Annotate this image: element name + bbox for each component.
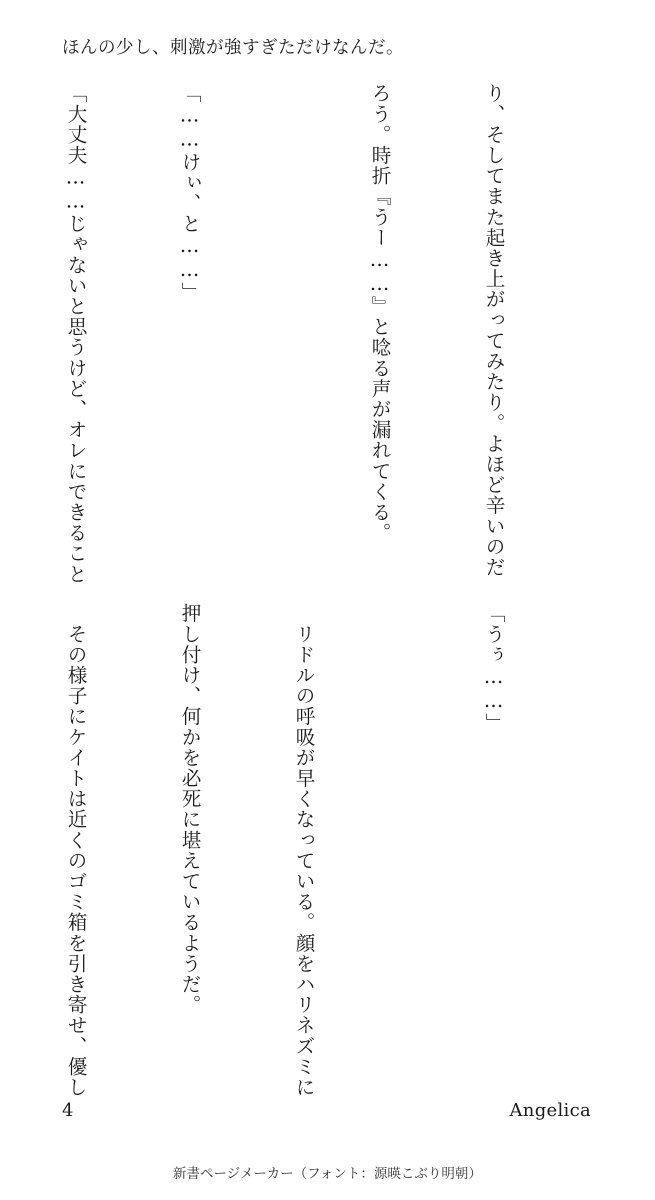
text-column: り、そしてまた起き上がってみたり。よほど辛いのだ (482, 83, 505, 578)
text-column: ろう。時折『うー……』と唸る声が漏れてくる。 (368, 83, 391, 543)
font-credit: 新書ページメーカー（フォント：源暎こぶり明朝） (173, 1166, 482, 1182)
book-title: Angelica (509, 1100, 591, 1121)
text-column: 「……けぃ、と……」 (178, 83, 201, 303)
text-column: 「大丈夫……じゃないと思うけど、オレにできること (64, 83, 87, 585)
top-text-block (58, 83, 588, 585)
text-column: 「うぅ……」 (482, 603, 505, 734)
page-number: 4 (62, 1100, 74, 1121)
page-heading-line: ほんの少し、刺激が強すぎただけなんだ。 (62, 38, 404, 58)
text-column: リドルの呼吸が早くなっている。顔をハリネズミに (292, 603, 315, 1098)
text-column: 押し付け、何かを必死に堪えているようだ。 (178, 603, 201, 1015)
bottom-text-block (58, 603, 588, 1098)
text-column: その様子にケイトは近くのゴミ箱を引き寄せ、優し (64, 603, 87, 1098)
